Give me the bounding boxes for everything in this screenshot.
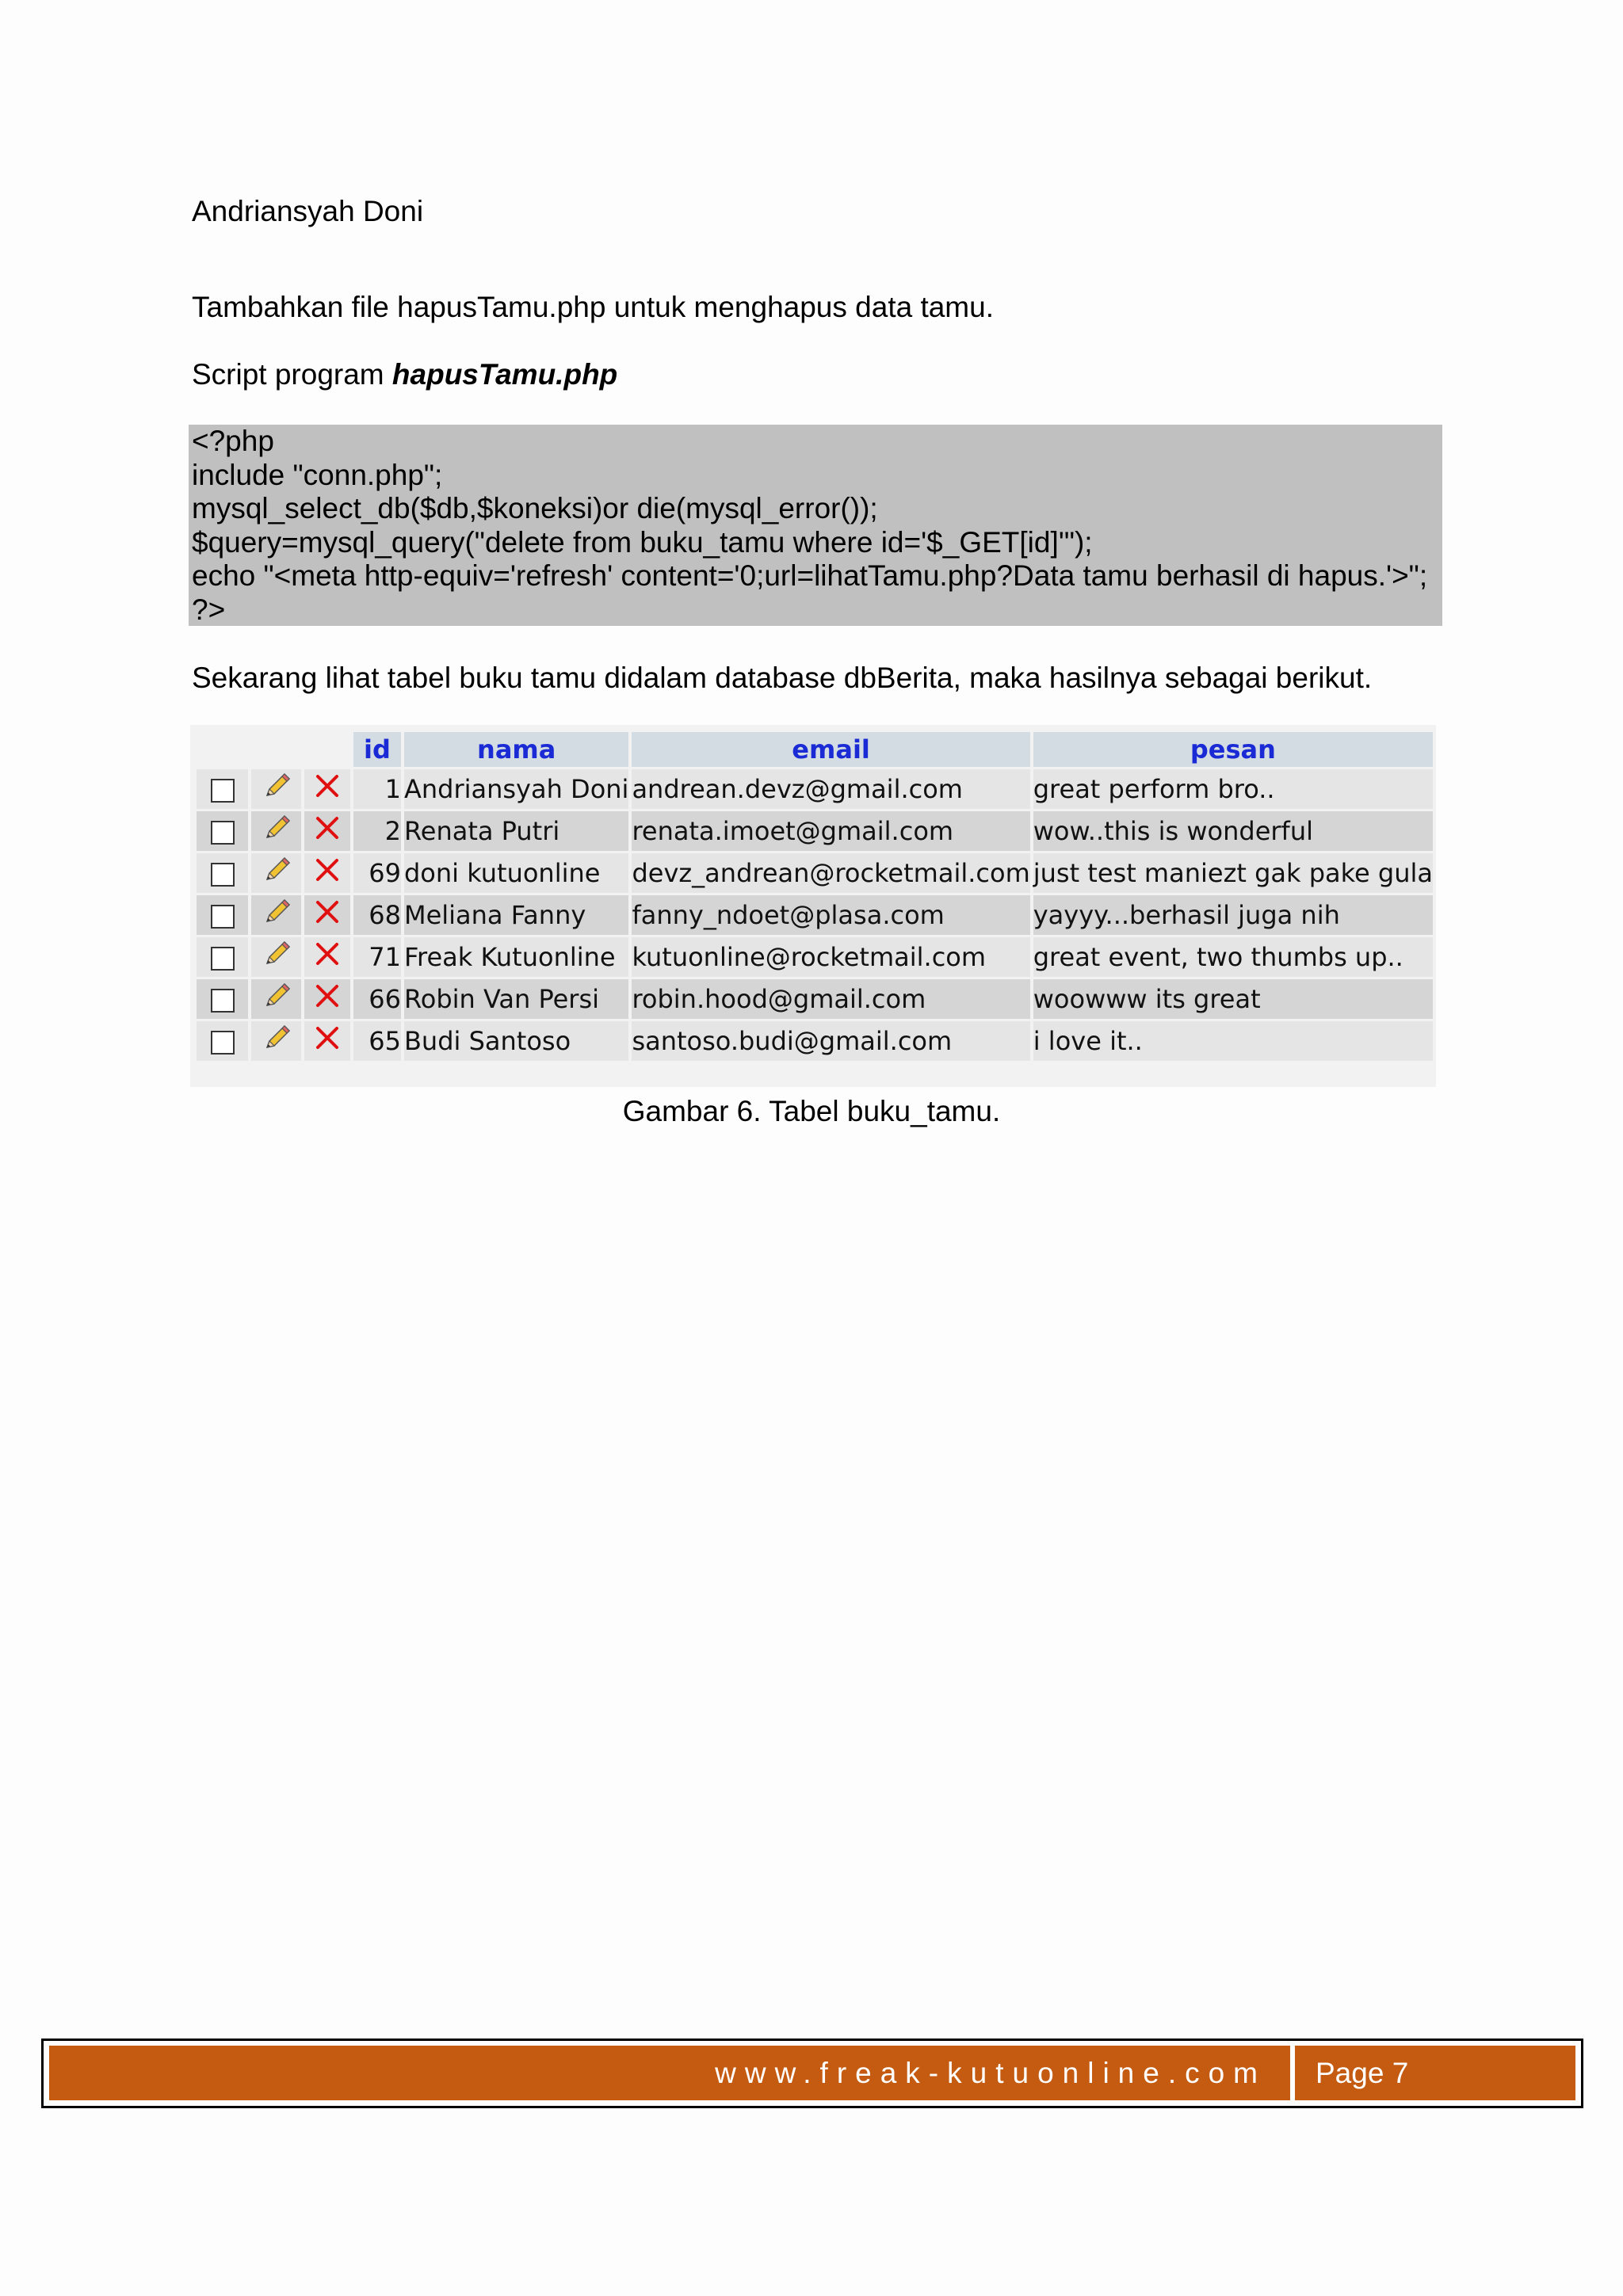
row-select-cell <box>197 1021 248 1061</box>
cell-email: kutuonline@rocketmail.com <box>632 937 1029 977</box>
cell-pesan: woowww its great <box>1033 979 1433 1019</box>
row-edit-cell <box>251 895 301 935</box>
pencil-icon[interactable] <box>261 1024 292 1058</box>
column-header-nama[interactable]: nama <box>404 732 628 767</box>
cell-id: 71 <box>353 937 401 977</box>
delete-x-icon[interactable] <box>314 898 341 932</box>
row-edit-cell <box>251 769 301 809</box>
pencil-icon[interactable] <box>261 814 292 849</box>
pencil-icon[interactable] <box>261 982 292 1016</box>
table-row <box>197 769 1433 809</box>
cell-pesan: great event, two thumbs up.. <box>1033 937 1433 977</box>
cell-id: 66 <box>353 979 401 1019</box>
cell-pesan: yayyy...berhasil juga nih <box>1033 895 1433 935</box>
row-edit-cell <box>251 937 301 977</box>
cell-pesan: great perform bro.. <box>1033 769 1433 809</box>
cell-nama: Renata Putri <box>404 811 628 851</box>
cell-nama: Andriansyah Doni <box>404 769 628 809</box>
cell-nama: doni kutuonline <box>404 853 628 893</box>
cell-id: 65 <box>353 1021 401 1061</box>
script-label: Script program <box>192 358 392 391</box>
cell-id: 2 <box>353 811 401 851</box>
row-select-cell <box>197 979 248 1019</box>
code-line: mysql_select_db($db,$koneksi)or die(mysql_error()); <box>192 492 878 524</box>
script-filename: hapusTamu.php <box>391 358 618 391</box>
cell-nama: Meliana Fanny <box>404 895 628 935</box>
cell-email: fanny_ndoet@plasa.com <box>632 895 1029 935</box>
pencil-icon[interactable] <box>261 856 292 891</box>
cell-nama: Robin Van Persi <box>404 979 628 1019</box>
delete-x-icon[interactable] <box>314 772 341 806</box>
pencil-icon[interactable] <box>261 772 292 807</box>
row-select-cell <box>197 769 248 809</box>
row-edit-cell <box>251 811 301 851</box>
figure-caption: Gambar 6. Tabel buku_tamu. <box>622 1095 1001 1127</box>
row-delete-cell <box>304 895 350 935</box>
cell-email: andrean.devz@gmail.com <box>632 769 1029 809</box>
code-line: ?> <box>192 593 226 626</box>
pencil-icon[interactable] <box>261 898 292 933</box>
delete-x-icon[interactable] <box>314 856 341 890</box>
cell-id: 69 <box>353 853 401 893</box>
cell-nama: Budi Santoso <box>404 1021 628 1061</box>
cell-email: robin.hood@gmail.com <box>632 979 1029 1019</box>
row-select-cell <box>197 811 248 851</box>
delete-x-icon[interactable] <box>314 814 341 848</box>
header-actions-blank <box>197 732 350 767</box>
cell-pesan: i love it.. <box>1033 1021 1433 1061</box>
row-delete-cell <box>304 853 350 893</box>
table-row <box>197 811 1433 851</box>
row-delete-cell <box>304 811 350 851</box>
script-label-paragraph <box>192 358 617 391</box>
buku-tamu-table <box>193 730 1436 1063</box>
cell-email: renata.imoet@gmail.com <box>632 811 1029 851</box>
table-row <box>197 937 1433 977</box>
code-line: echo "<meta http-equiv='refresh' content='0;url=lihatTamu.php?Data tamu berhasil di hapus.'>"; <box>192 559 1428 592</box>
delete-x-icon[interactable] <box>314 1024 341 1058</box>
checkbox-icon[interactable] <box>211 779 235 803</box>
delete-x-icon[interactable] <box>314 982 341 1016</box>
code-line: <?php <box>192 425 274 457</box>
row-select-cell <box>197 853 248 893</box>
code-line: $query=mysql_query("delete from buku_tamu where id='$_GET[id]'"); <box>192 525 1093 559</box>
table-header-row <box>197 732 1433 767</box>
footer-page-number: Page 7 <box>1295 2046 1575 2100</box>
row-delete-cell <box>304 769 350 809</box>
checkbox-icon[interactable] <box>211 1031 235 1055</box>
checkbox-icon[interactable] <box>211 989 235 1013</box>
cell-id: 1 <box>353 769 401 809</box>
row-select-cell <box>197 937 248 977</box>
row-delete-cell <box>304 1021 350 1061</box>
cell-email: santoso.budi@gmail.com <box>632 1021 1029 1061</box>
row-select-cell <box>197 895 248 935</box>
buku-tamu-table-figure <box>190 725 1436 1087</box>
intro-paragraph: Tambahkan file hapusTamu.php untuk menghapus data tamu. <box>192 291 994 323</box>
cell-nama: Freak Kutuonline <box>404 937 628 977</box>
row-edit-cell <box>251 853 301 893</box>
row-edit-cell <box>251 979 301 1019</box>
delete-x-icon[interactable] <box>314 940 341 974</box>
author-name: Andriansyah Doni <box>192 195 424 227</box>
checkbox-icon[interactable] <box>211 821 235 845</box>
row-delete-cell <box>304 937 350 977</box>
code-block <box>189 425 1442 626</box>
footer-url: www.freak-kutuonline.com <box>49 2046 1290 2100</box>
table-row <box>197 853 1433 893</box>
cell-pesan: wow..this is wonderful <box>1033 811 1433 851</box>
checkbox-icon[interactable] <box>211 947 235 971</box>
checkbox-icon[interactable] <box>211 905 235 929</box>
cell-id: 68 <box>353 895 401 935</box>
pencil-icon[interactable] <box>261 940 292 974</box>
table-row <box>197 895 1433 935</box>
row-edit-cell <box>251 1021 301 1061</box>
table-row <box>197 979 1433 1019</box>
column-header-email[interactable]: email <box>632 732 1029 767</box>
table-row <box>197 1021 1433 1061</box>
checkbox-icon[interactable] <box>211 863 235 887</box>
code-line: include "conn.php"; <box>192 458 443 491</box>
cell-email: devz_andrean@rocketmail.com <box>632 853 1029 893</box>
row-delete-cell <box>304 979 350 1019</box>
column-header-pesan[interactable]: pesan <box>1033 732 1433 767</box>
column-header-id[interactable]: id <box>353 732 401 767</box>
cell-pesan: just test maniezt gak pake gula <box>1033 853 1433 893</box>
result-paragraph: Sekarang lihat tabel buku tamu didalam database dbBerita, maka hasilnya sebagai berikut. <box>192 662 1373 694</box>
